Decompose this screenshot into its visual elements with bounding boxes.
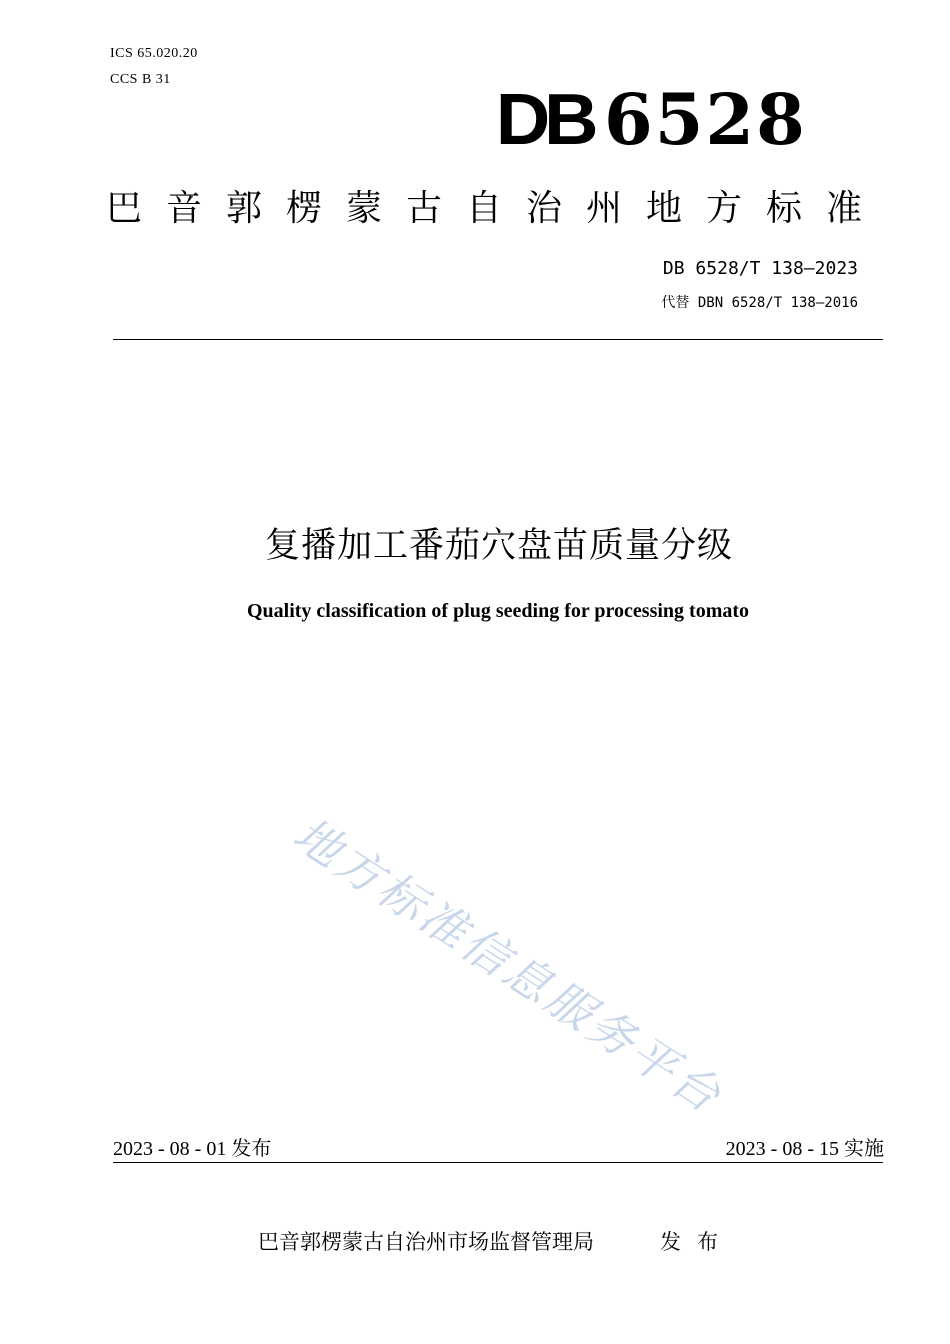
db-logo [495, 78, 818, 161]
ics-code: ICS 65.020.20 [110, 46, 198, 61]
bottom-divider [113, 1162, 883, 1163]
standard-authority: 巴音郭楞蒙古自治州地方标准 [106, 188, 887, 229]
title-chinese: 复播加工番茄穴盘苗质量分级 [264, 526, 733, 566]
db-code: 6528 [604, 78, 807, 161]
db-prefix: DB [495, 80, 593, 160]
watermark: 地方标准信息服务平台 [283, 806, 733, 1125]
publish-label: 发布 [660, 1230, 734, 1254]
issue-date: 2023 - 08 - 01 发布 [113, 1138, 272, 1160]
implementation-date: 2023 - 08 - 15 实施 [725, 1138, 884, 1160]
top-divider [113, 339, 883, 340]
title-english: Quality classification of plug seeding for processing tomato [246, 600, 750, 622]
replaces-standard: 代替 DBN 6528/T 138—2016 [661, 295, 858, 311]
publisher: 巴音郭楞蒙古自治州市场监督管理局 [258, 1230, 594, 1254]
ccs-code: CCS B 31 [110, 72, 171, 87]
standard-number: DB 6528/T 138—2023 [662, 258, 858, 279]
